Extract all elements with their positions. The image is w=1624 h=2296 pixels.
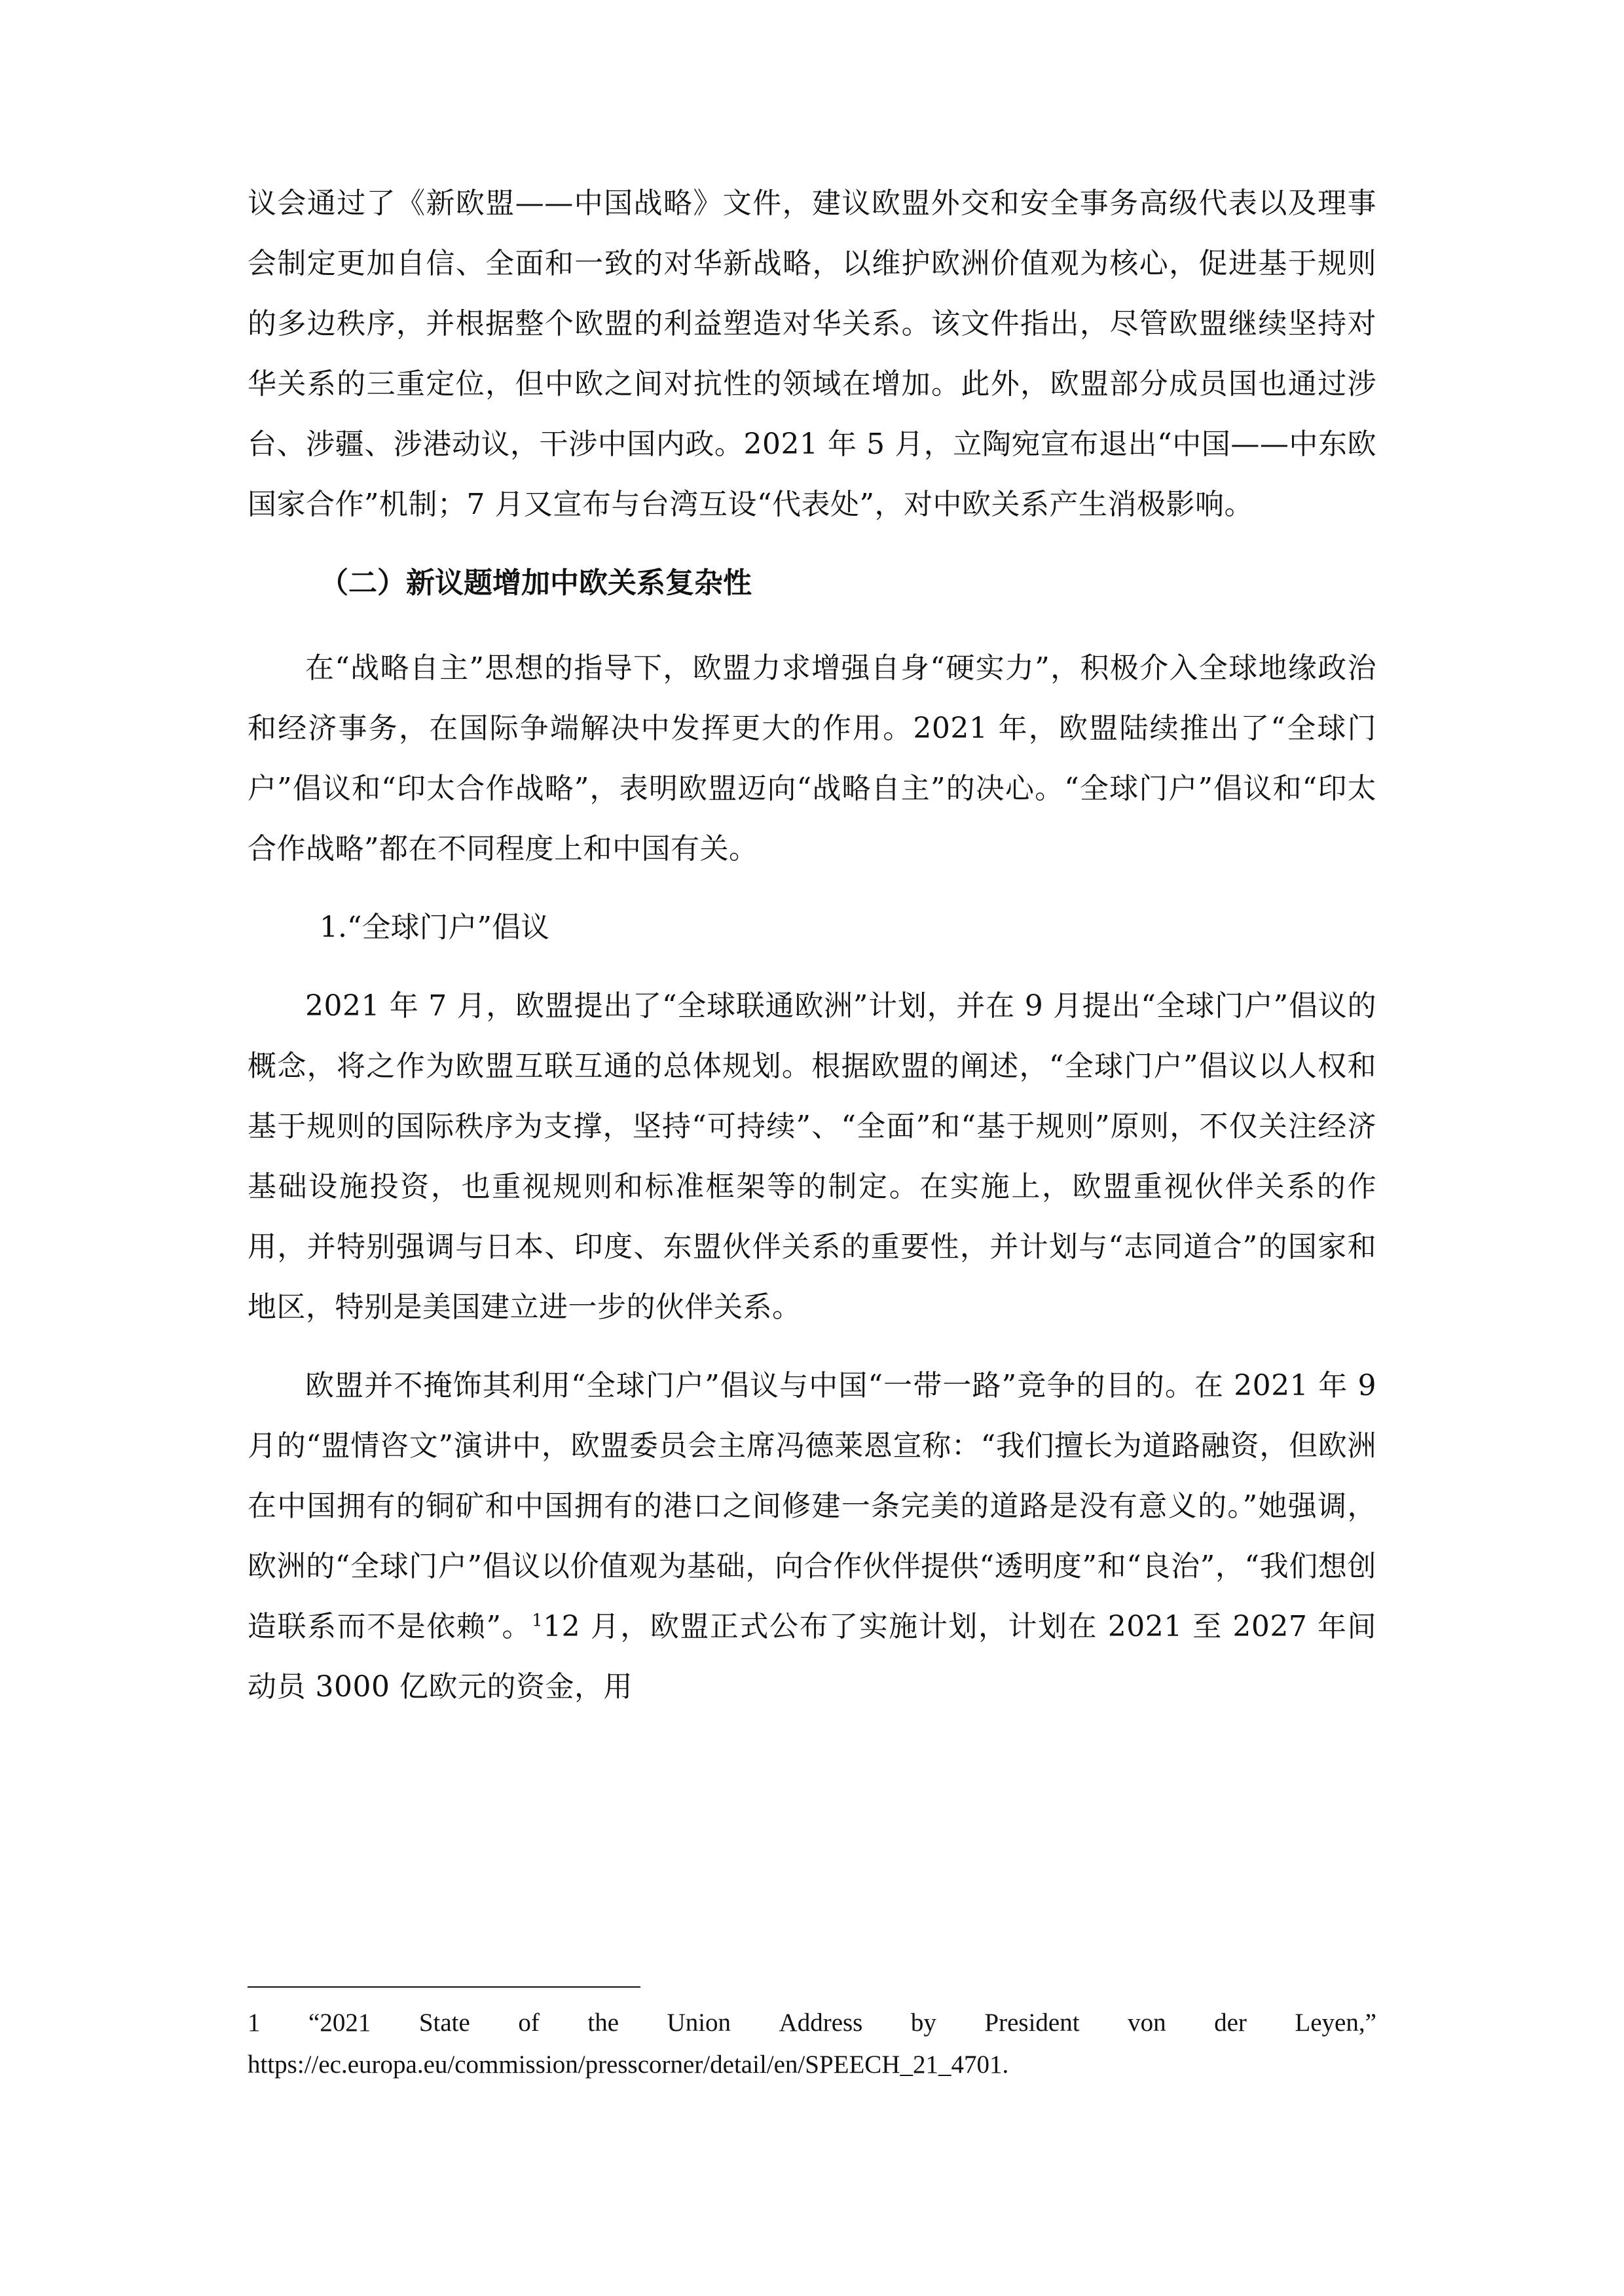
footnote-word: Union xyxy=(667,2009,731,2037)
section-heading: （二）新议题增加中欧关系复杂性 xyxy=(320,566,752,600)
paragraph-1: 议会通过了《新欧盟——中国战略》文件，建议欧盟外交和安全事务高级代表以及理事会制定更加自信、全面和一致的对华新战略，以维护欧洲价值观为核心，促进基于规则的多边秩序，并根据整个欧盟的利益塑造对华关系。该文件指出，尽管欧盟继续坚持对华关系的三重定位，但中欧之间对抗性的领域在增加。此外，欧盟部分成员国也通过涉台、涉疆、涉港动议，干涉中国内政。2021 年 5 月，立陶宛宣布退出“中国——中东欧国家合作”机制；7 月又宣布与台湾互设“代表处”，对中欧关系产生消极影响。 xyxy=(248,187,1376,521)
footnote-word: “2021 xyxy=(308,2009,371,2037)
paragraph-2: 在“战略自主”思想的指导下，欧盟力求增强自身“硬实力”，积极介入全球地缘政治和经济事务，在国际争端解决中发挥更大的作用。2021 年，欧盟陆续推出了“全球门户”倡议和“印太合作战略”，表明欧盟迈向“战略自主”的决心。“全球门户”倡议和“印太合作战略”都在不同程度上和中国有关。 xyxy=(248,651,1376,866)
body-text xyxy=(248,173,1376,1736)
footnote-word: der xyxy=(1214,2009,1247,2037)
paragraph-4-text-end: 12 月，欧盟正式公布了实施计划，计划在 2021 至 2027 年间动员 3000 亿欧元的资金，用 xyxy=(248,1610,1376,1704)
footnote-number: 1 xyxy=(248,2009,261,2037)
footnote-word: Address xyxy=(779,2009,863,2037)
paragraph-4-text-start: 欧盟并不掩饰其利用“全球门户”倡议与中国“一带一路”竞争的目的。在 2021 年 9 月的“盟情咨文”演讲中，欧盟委员会主席冯德莱恩宣称：“我们擅长为道路融资，但欧洲在中国拥有的铜矿和中国拥有的港口之间修建一条完美的道路是没有意义的。”她强调，欧洲的“全球门户”倡议以价值观为基础，向合作伙伴提供“透明度”和“良治”，“我们想创造联系而不是依赖”。 xyxy=(248,1369,1376,1643)
footnote-word: by xyxy=(910,2009,936,2037)
subsection-heading: 1.“全球门户”倡议 xyxy=(320,911,549,944)
footnote-url-link[interactable]: https://ec.europa.eu/commission/presscorner/detail/en/SPEECH_21_4701. xyxy=(248,2050,1009,2079)
footnote-word: the xyxy=(587,2009,619,2037)
footnote xyxy=(248,2002,1376,2086)
footnote-reference[interactable]: 1 xyxy=(532,1611,544,1631)
footnote-word: State xyxy=(418,2009,470,2037)
footnote-word: Leyen,” xyxy=(1295,2009,1376,2037)
footnote-word: von xyxy=(1128,2009,1166,2037)
footnote-divider xyxy=(248,1986,640,1988)
footnote-citation-line xyxy=(248,2002,1376,2044)
footnote-word: of xyxy=(518,2009,540,2037)
paragraph-3: 2021 年 7 月，欧盟提出了“全球联通欧洲”计划，并在 9 月提出“全球门户”倡议的概念，将之作为欧盟互联互通的总体规划。根据欧盟的阐述，“全球门户”倡议以人权和基于规则的国际秩序为支撑，坚持“可持续”、“全面”和“基于规则”原则，不仅关注经济基础设施投资，也重视规则和标准框架等的制定。在实施上，欧盟重视伙伴关系的作用，并特别强调与日本、印度、东盟伙伴关系的重要性，并计划与“志同道合”的国家和地区，特别是美国建立进一步的伙伴关系。 xyxy=(248,989,1376,1324)
paragraph-4 xyxy=(248,1356,1376,1717)
footnote-word: President xyxy=(984,2009,1080,2037)
